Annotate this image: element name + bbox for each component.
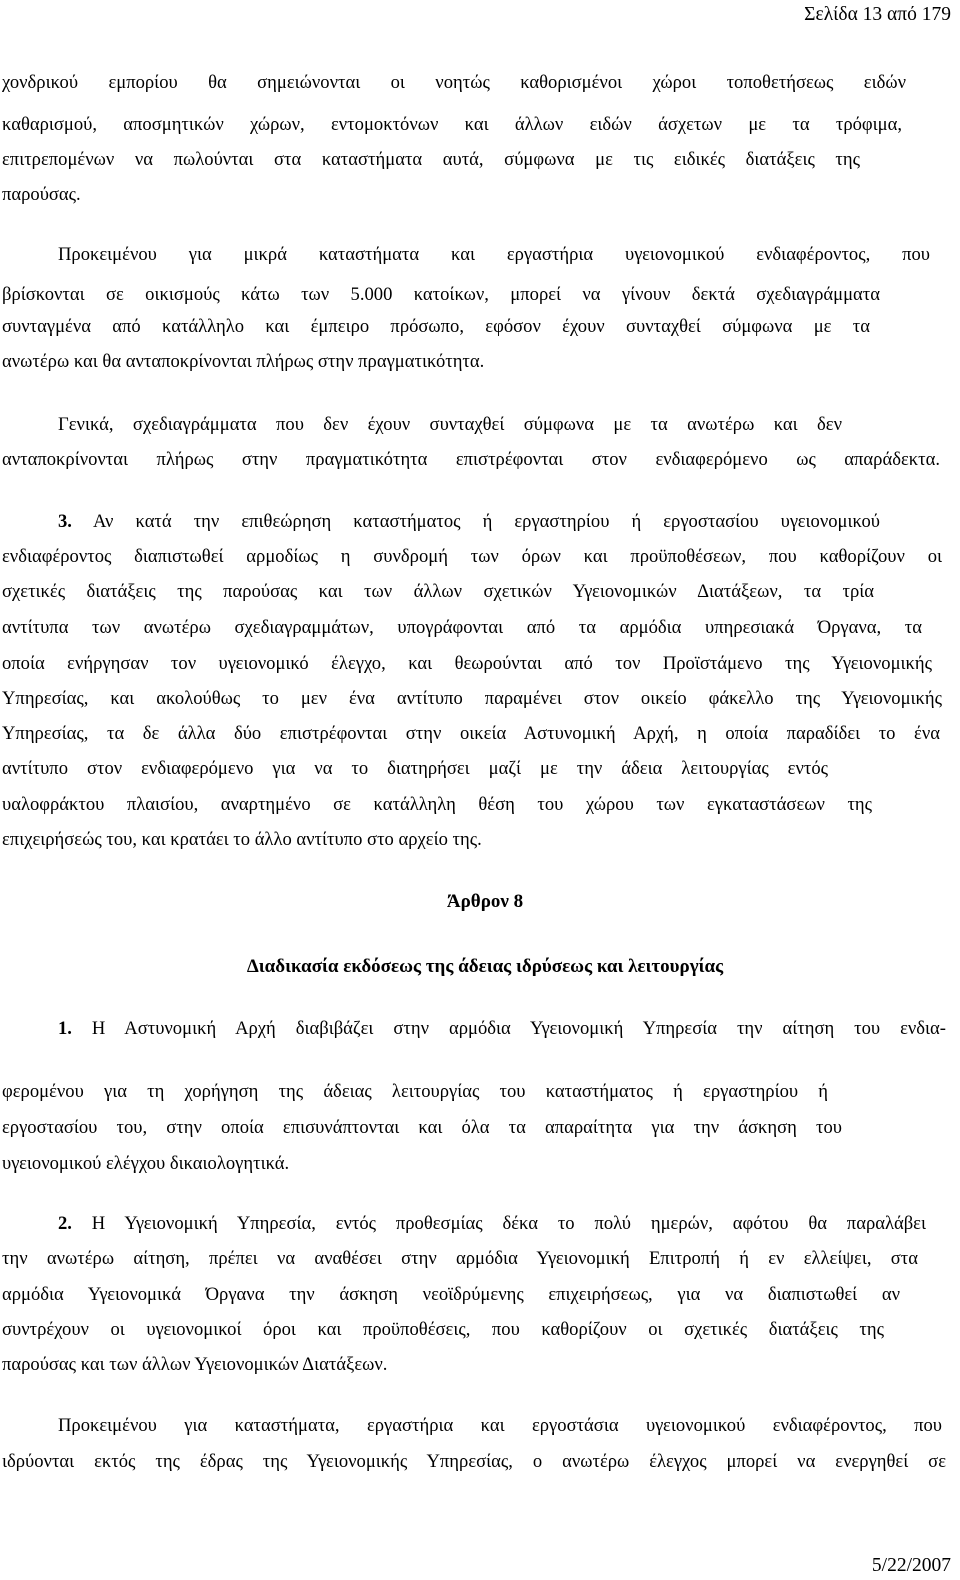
text-line: παρούσας και των άλλων Υγειονομικών Διατάξεων. (2, 1354, 388, 1375)
text-line: επιτρεπομένων να πωλούνται στα καταστήματα αυτά, σύμφωνα με τις ειδικές διατάξεις της (2, 149, 860, 170)
paragraph-number: 1. (58, 1018, 72, 1039)
paragraph-number: 2. (58, 1213, 72, 1234)
paragraph-number: 3. (58, 511, 72, 532)
text-line: αρμόδια Υγειονομικά Όργανα την άσκηση νεοϊδρύμενης επιχειρήσεως, για να διαπιστωθεί αν (2, 1284, 900, 1305)
numbered-paragraph-line: 2. Η Υγειονομική Υπηρεσία, εντός προθεσμίας δέκα το πολύ ημερών, αφότου θα παραλάβει (58, 1213, 926, 1234)
text-line: αντίτυπο στον ενδιαφερόμενο για να το διατηρήσει μαζί με την άδεια λειτουργίας εντός (2, 758, 828, 779)
text-line: παρούσας. (2, 184, 81, 205)
text-line: αντίτυπα των ανωτέρω σχεδιαγραμμάτων, υπογράφονται από τα αρμόδια υπηρεσιακά Όργανα, τα (2, 617, 922, 638)
text-line: ανταποκρίνονται πλήρως στην πραγματικότητα επιστρέφονται στον ενδιαφερόμενο ως απαράδεκτα. (2, 449, 940, 470)
article-title: Διαδικασία εκδόσεως της άδειας ιδρύσεως και λειτουργίας (246, 956, 724, 977)
text-line: εργοστασίου του, στην οποία επισυνάπτονται και όλα τα απαραίτητα για την άσκηση του (2, 1117, 842, 1138)
text-line: Προκειμένου για καταστήματα, εργαστήρια και εργοστάσια υγειονομικού ενδιαφέροντος, που (58, 1415, 942, 1436)
text-line: υγειονομικού ελέγχου δικαιολογητικά. (2, 1153, 290, 1174)
text-line: φερομένου για τη χορήγηση της άδειας λειτουργίας του καταστήματος ή εργαστηρίου ή (2, 1081, 828, 1102)
text-line: Γενικά, σχεδιαγράμματα που δεν έχουν συνταχθεί σύμφωνα με τα ανωτέρω και δεν (58, 414, 842, 435)
page-header: Σελίδα 13 από 179 (804, 4, 951, 25)
text-line: Προκειμένου για μικρά καταστήματα και εργαστήρια υγειονομικού ενδιαφέροντος, που (58, 244, 930, 265)
text-line: ανωτέρω και θα ανταποκρίνονται πλήρως στην πραγματικότητα. (2, 351, 485, 372)
text-line: συντρέχουν οι υγειονομικοί όροι και προϋποθέσεις, που καθορίζουν οι σχετικές διατάξεις της (2, 1319, 884, 1340)
text-line: υαλοφράκτου πλαισίου, αναρτημένο σε κατάλληλη θέση του χώρου των εγκαταστάσεων της (2, 794, 872, 815)
text-line: επιχειρήσεώς του, και κρατάει το άλλο αντίτυπο στο αρχείο της. (2, 829, 482, 850)
text-line: σχετικές διατάξεις της παρούσας και των άλλων σχετικών Υγειονομικών Διατάξεων, τα τρία (2, 581, 874, 602)
numbered-paragraph-line: 3. Αν κατά την επιθεώρηση καταστήματος ή εργαστηρίου ή εργοστασίου υγειονομικού (58, 511, 880, 532)
text-line: την ανωτέρω αίτηση, πρέπει να αναθέσει στην αρμόδια Υγειονομική Επιτροπή ή εν ελλείψει, στα (2, 1248, 918, 1269)
article-number: Άρθρον 8 (446, 891, 524, 912)
numbered-paragraph-line: 1. Η Αστυνομική Αρχή διαβιβάζει στην αρμόδια Υγειονομική Υπηρεσία την αίτηση του ενδια- (58, 1018, 946, 1039)
text-line: βρίσκονται σε οικισμούς κάτω των 5.000 κατοίκων, μπορεί να γίνουν δεκτά σχεδιαγράμματα (2, 284, 880, 305)
text-line: ενδιαφέροντος διαπιστωθεί αρμοδίως η συνδρομή των όρων και προϋποθέσεων, που καθορίζουν οι (2, 546, 942, 567)
text-line: καθαρισμού, αποσμητικών χώρων, εντομοκτόνων και άλλων ειδών άσχετων με τα τρόφιμα, (2, 114, 902, 135)
text-line: οποία ενήργησαν τον υγειονομικό έλεγχο, και θεωρούνται από τον Προϊστάμενο της Υγειονομικής (2, 653, 932, 674)
text-line: ιδρύονται εκτός της έδρας της Υγειονομικής Υπηρεσίας, ο ανωτέρω έλεγχος μπορεί να ενεργηθεί σε (2, 1451, 946, 1472)
text-line: Υπηρεσίας, τα δε άλλα δύο επιστρέφονται στην οικεία Αστυνομική Αρχή, η οποία παραδίδει το ένα (2, 723, 940, 744)
page-footer-date: 5/22/2007 (871, 1555, 951, 1576)
text-line: χονδρικού εμπορίου θα σημειώνονται οι νοητώς καθορισμένοι χώροι τοποθετήσεως ειδών (2, 72, 906, 93)
text-line: Υπηρεσίας, και ακολούθως το μεν ένα αντίτυπο παραμένει στον οικείο φάκελλο της Υγειονομικής (2, 688, 942, 709)
text-line: συνταγμένα από κατάλληλο και έμπειρο πρόσωπο, εφόσον έχουν συνταχθεί σύμφωνα με τα (2, 316, 870, 337)
